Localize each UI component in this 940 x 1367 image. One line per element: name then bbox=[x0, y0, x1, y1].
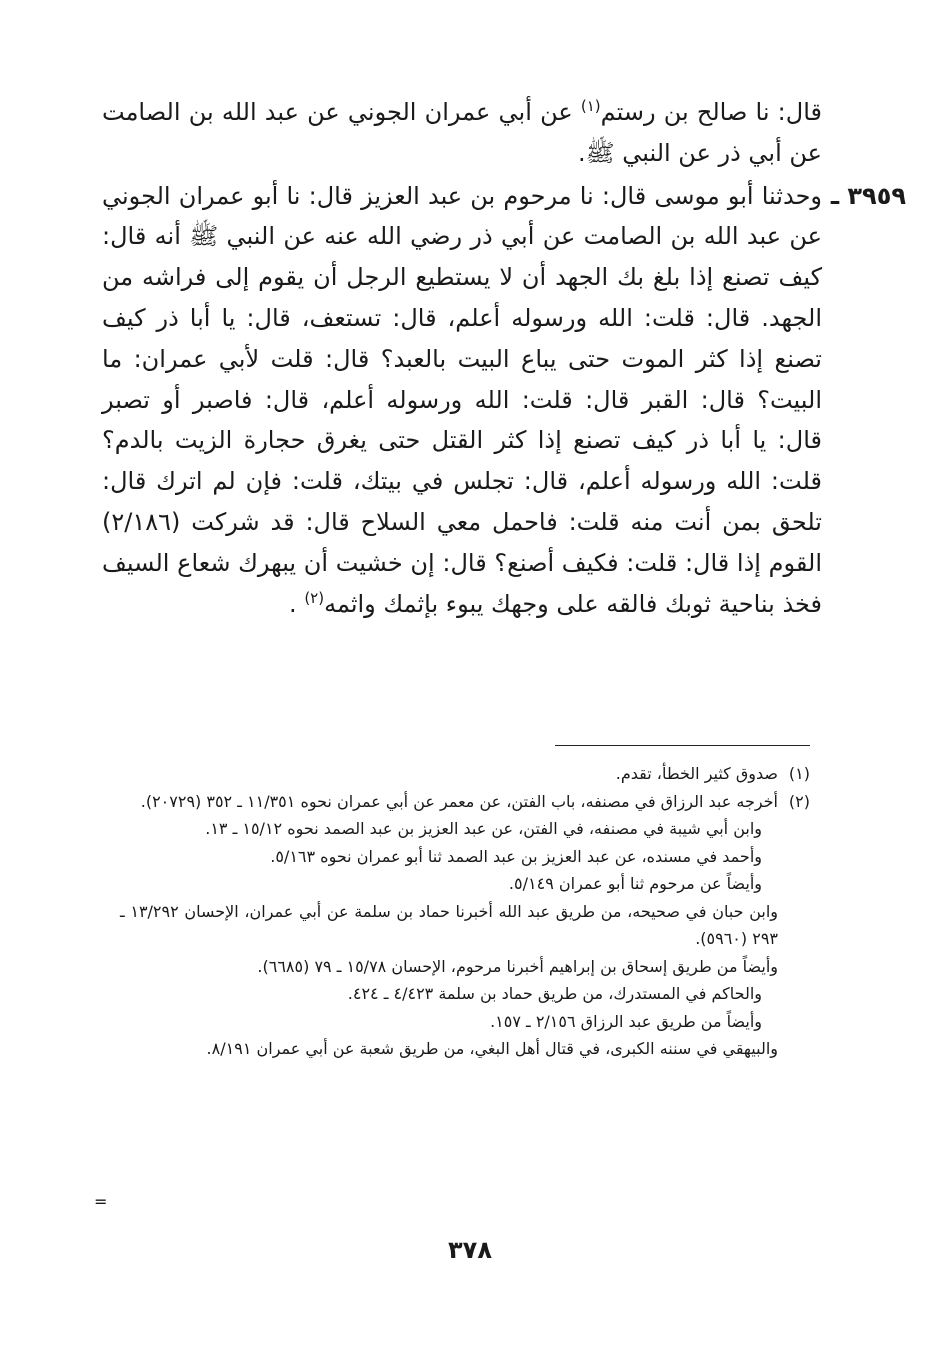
footnote-ref-1: (١) bbox=[580, 97, 601, 115]
intro-paragraph bbox=[102, 92, 822, 174]
footnote-divider bbox=[555, 745, 810, 746]
footnote-line: وابن أبي شيبة في مصنفه، في الفتن، عن عبد العزيز بن عبد الصمد نحوه ١٥/١٢ ـ ١٣. bbox=[205, 819, 762, 838]
hadith-end: . bbox=[289, 589, 297, 618]
intro-text-part-2: عن أبي عمران الجوني عن عبد الله بن الصامت عن أبي ذر عن النبي ﷺ. bbox=[102, 98, 822, 167]
footnote-line: وابن حبان في صحيحه، من طريق عبد الله أخبرنا حماد بن سلمة عن أبي عمران، الإحسان ١٣/٢٩٢ ـ ٢٩٣ (٥٩٦٠). bbox=[120, 901, 779, 948]
main-text bbox=[102, 92, 906, 624]
hadith-number: ٣٩٥٩ ـ bbox=[830, 181, 906, 210]
hadith-text: وحدثنا أبو موسى قال: نا مرحوم بن عبد العزيز قال: نا أبو عمران الجوني عن عبد الله بن الصامت عن أبي ذر رضي الله عنه عن النبي ﷺ أنه قال: كيف تصنع إذا بلغ بك الجهد أن لا يستطيع الرجل أن يقوم إلى فراشه من الجهد. قال: قلت: الله ورسوله أعلم، قال: تستعف، قال: يا أبا ذر كيف تصنع إذا كثر الموت حتى يباع البيت بالعبد؟ قال: قلت لأبي عمران: ما البيت؟ قال: القبر قال: قلت: الله ورسوله أعلم، قال: فاصبر أو تصبر قال: يا أبا ذر كيف تصنع إذا كثر القتل حتى يغرق حجارة الزيت بالدم؟ قلت: الله ورسوله أعلم، قال: تجلس في بيتك، قلت: فإن لم اترك قال: تلحق بمن أنت منه قلت: فاحمل معي السلاح قال: قد شركت (٢/١٨٦) القوم إذا قال: قلت: فكيف أصنع؟ قال: إن خشيت أن يبهرك شعاع السيف فخذ بناحية ثوبك فالقه على وجهك يبوء بإثمك واثمه bbox=[102, 181, 822, 618]
footnote-line: وأيضاً عن مرحوم ثنا أبو عمران ٥/١٤٩. bbox=[508, 874, 762, 893]
footnote-line: والحاكم في المستدرك، من طريق حماد بن سلمة ٤/٤٢٣ ـ ٤٢٤. bbox=[347, 984, 762, 1003]
footnote-line: والبيهقي في سننه الكبرى، في قتال أهل البغي، من طريق شعبة عن أبي عمران ٨/١٩١. bbox=[206, 1039, 778, 1058]
footnote-text: أخرجه عبد الرزاق في مصنفه، باب الفتن، عن معمر عن أبي عمران نحوه ١١/٣٥١ ـ ٣٥٢ (٢٠٧٢٩). bbox=[140, 791, 778, 811]
page-number: ٣٧٨ bbox=[448, 1236, 492, 1264]
footnote-2 bbox=[120, 788, 810, 816]
footnote-1 bbox=[120, 760, 810, 788]
footnote-ref-2: (٢) bbox=[304, 588, 325, 607]
footnote-text: صدوق كثير الخطأ، تقدم. bbox=[615, 764, 778, 783]
footnote-line: وأحمد في مسنده، عن عبد العزيز بن عبد الصمد ثنا أبو عمران نحوه ٥/١٦٣. bbox=[270, 846, 762, 866]
continuation-mark: = bbox=[94, 1192, 108, 1211]
hadith-paragraph bbox=[102, 176, 906, 625]
footnote-number: (٢) bbox=[788, 791, 810, 811]
footnote-number: (١) bbox=[788, 764, 810, 783]
footnote-line: وأيضاً من طريق عبد الرزاق ٢/١٥٦ ـ ١٥٧. bbox=[490, 1011, 762, 1031]
footnotes bbox=[120, 760, 810, 1063]
footnote-line: وأيضاً من طريق إسحاق بن إبراهيم أخبرنا مرحوم، الإحسان ١٥/٧٨ ـ ٧٩ (٦٦٨٥). bbox=[257, 956, 778, 976]
intro-text-part-1: قال: نا صالح بن رستم bbox=[600, 98, 822, 126]
